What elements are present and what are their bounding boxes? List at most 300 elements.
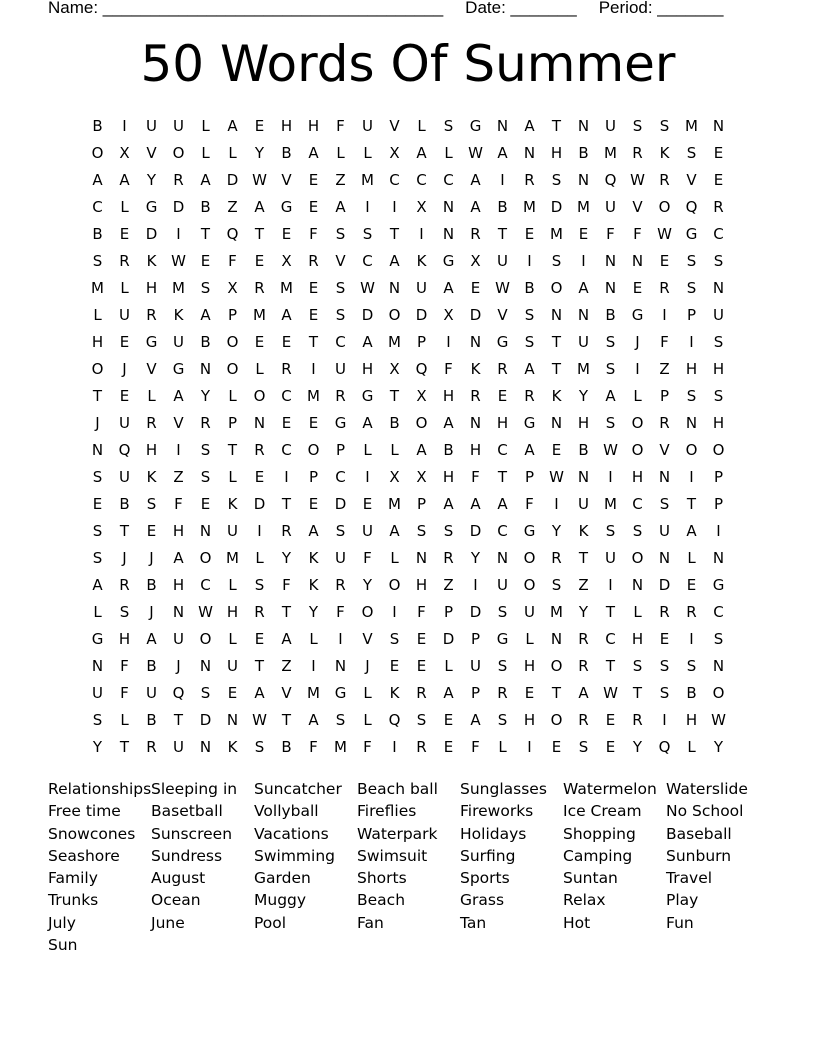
grid-letter[interactable]: H bbox=[496, 413, 509, 432]
grid-letter[interactable]: S bbox=[92, 521, 103, 540]
grid-letter[interactable]: E bbox=[146, 521, 157, 540]
grid-letter[interactable]: E bbox=[254, 467, 265, 486]
grid-letter[interactable]: G bbox=[145, 197, 158, 216]
grid-letter[interactable]: G bbox=[496, 629, 509, 648]
grid-letter[interactable]: I bbox=[338, 629, 343, 648]
grid-letter[interactable]: L bbox=[498, 737, 507, 756]
grid-letter[interactable]: H bbox=[631, 629, 644, 648]
grid-letter[interactable]: E bbox=[119, 386, 130, 405]
grid-letter[interactable]: V bbox=[146, 359, 157, 378]
grid-letter[interactable]: F bbox=[174, 494, 183, 513]
grid-letter[interactable]: B bbox=[578, 143, 589, 162]
grid-letter[interactable]: L bbox=[417, 116, 426, 135]
grid-letter[interactable]: S bbox=[497, 602, 508, 621]
grid-letter[interactable]: V bbox=[632, 197, 643, 216]
grid-letter[interactable]: G bbox=[172, 359, 185, 378]
grid-letter[interactable]: F bbox=[417, 602, 426, 621]
grid-letter[interactable]: E bbox=[551, 440, 562, 459]
grid-letter[interactable]: E bbox=[281, 413, 292, 432]
grid-letter[interactable]: H bbox=[280, 116, 293, 135]
grid-letter[interactable]: S bbox=[551, 251, 562, 270]
grid-letter[interactable]: P bbox=[227, 413, 238, 432]
grid-letter[interactable]: U bbox=[578, 332, 589, 351]
grid-letter[interactable]: A bbox=[686, 521, 697, 540]
grid-letter[interactable]: I bbox=[635, 359, 640, 378]
grid-letter[interactable]: N bbox=[172, 602, 185, 621]
grid-letter[interactable]: G bbox=[91, 629, 104, 648]
grid-letter[interactable]: L bbox=[363, 710, 372, 729]
grid-letter[interactable]: N bbox=[658, 467, 671, 486]
grid-letter[interactable]: L bbox=[93, 305, 102, 324]
grid-letter[interactable]: R bbox=[497, 359, 508, 378]
grid-letter[interactable]: R bbox=[659, 602, 670, 621]
grid-letter[interactable]: L bbox=[228, 467, 237, 486]
grid-letter[interactable]: T bbox=[281, 494, 292, 513]
grid-letter[interactable]: L bbox=[147, 386, 156, 405]
grid-letter[interactable]: P bbox=[416, 494, 427, 513]
grid-letter[interactable]: R bbox=[146, 305, 157, 324]
grid-letter[interactable]: A bbox=[524, 440, 535, 459]
grid-letter[interactable]: A bbox=[443, 494, 454, 513]
grid-letter[interactable]: R bbox=[254, 440, 265, 459]
grid-letter[interactable]: R bbox=[713, 197, 724, 216]
grid-letter[interactable]: R bbox=[335, 386, 346, 405]
grid-letter[interactable]: R bbox=[416, 683, 427, 702]
grid-letter[interactable]: N bbox=[199, 521, 212, 540]
grid-letter[interactable]: X bbox=[281, 251, 292, 270]
grid-letter[interactable]: S bbox=[254, 737, 265, 756]
grid-letter[interactable]: B bbox=[578, 440, 589, 459]
grid-letter[interactable]: G bbox=[631, 305, 644, 324]
grid-letter[interactable]: Z bbox=[659, 359, 670, 378]
grid-letter[interactable]: J bbox=[149, 602, 154, 621]
grid-letter[interactable]: E bbox=[308, 278, 319, 297]
name-field[interactable]: Name: ____________________________________ bbox=[48, 0, 444, 17]
grid-letter[interactable]: S bbox=[497, 710, 508, 729]
grid-letter[interactable]: Q bbox=[685, 197, 698, 216]
grid-letter[interactable]: O bbox=[712, 683, 725, 702]
grid-letter[interactable]: A bbox=[497, 494, 508, 513]
grid-letter[interactable]: E bbox=[254, 251, 265, 270]
grid-letter[interactable]: S bbox=[551, 575, 562, 594]
grid-letter[interactable]: U bbox=[497, 575, 508, 594]
grid-letter[interactable]: T bbox=[551, 332, 562, 351]
grid-letter[interactable]: E bbox=[659, 251, 670, 270]
grid-letter[interactable]: U bbox=[173, 116, 184, 135]
grid-letter[interactable]: E bbox=[281, 332, 292, 351]
grid-letter[interactable]: U bbox=[335, 548, 346, 567]
grid-letter[interactable]: X bbox=[389, 467, 400, 486]
grid-letter[interactable]: G bbox=[442, 251, 455, 270]
grid-letter[interactable]: F bbox=[633, 224, 642, 243]
grid-letter[interactable]: L bbox=[336, 143, 345, 162]
grid-letter[interactable]: N bbox=[388, 278, 401, 297]
grid-letter[interactable]: N bbox=[91, 440, 104, 459]
grid-letter[interactable]: M bbox=[577, 197, 590, 216]
grid-letter[interactable]: T bbox=[578, 548, 589, 567]
grid-letter[interactable]: R bbox=[578, 656, 589, 675]
grid-letter[interactable]: B bbox=[389, 413, 400, 432]
grid-letter[interactable]: U bbox=[146, 116, 157, 135]
grid-letter[interactable]: O bbox=[712, 440, 725, 459]
grid-letter[interactable]: N bbox=[334, 656, 347, 675]
grid-letter[interactable]: L bbox=[228, 575, 237, 594]
grid-letter[interactable]: I bbox=[176, 224, 181, 243]
grid-letter[interactable]: I bbox=[608, 575, 613, 594]
grid-letter[interactable]: A bbox=[416, 440, 427, 459]
grid-letter[interactable]: A bbox=[146, 629, 157, 648]
grid-letter[interactable]: W bbox=[252, 710, 267, 729]
grid-letter[interactable]: T bbox=[389, 224, 400, 243]
grid-letter[interactable]: T bbox=[308, 332, 319, 351]
grid-letter[interactable]: N bbox=[469, 332, 482, 351]
grid-letter[interactable]: Z bbox=[173, 467, 184, 486]
grid-letter[interactable]: O bbox=[226, 332, 239, 351]
grid-letter[interactable]: S bbox=[335, 521, 346, 540]
grid-letter[interactable]: G bbox=[712, 575, 725, 594]
grid-letter[interactable]: E bbox=[119, 332, 130, 351]
grid-letter[interactable]: S bbox=[389, 629, 400, 648]
grid-letter[interactable]: U bbox=[227, 521, 238, 540]
grid-letter[interactable]: O bbox=[91, 143, 104, 162]
grid-letter[interactable]: T bbox=[254, 224, 265, 243]
grid-letter[interactable]: S bbox=[254, 575, 265, 594]
grid-letter[interactable]: N bbox=[631, 575, 644, 594]
grid-letter[interactable]: S bbox=[416, 521, 427, 540]
grid-letter[interactable]: Q bbox=[658, 737, 671, 756]
grid-letter[interactable]: O bbox=[550, 656, 563, 675]
grid-letter[interactable]: S bbox=[632, 656, 643, 675]
grid-letter[interactable]: M bbox=[307, 386, 320, 405]
grid-letter[interactable]: U bbox=[524, 602, 535, 621]
grid-letter[interactable]: S bbox=[686, 656, 697, 675]
grid-letter[interactable]: H bbox=[631, 467, 644, 486]
grid-letter[interactable]: B bbox=[443, 440, 454, 459]
grid-letter[interactable]: O bbox=[388, 575, 401, 594]
grid-letter[interactable]: R bbox=[632, 143, 643, 162]
grid-letter[interactable]: R bbox=[524, 170, 535, 189]
grid-letter[interactable]: F bbox=[282, 575, 291, 594]
grid-letter[interactable]: Q bbox=[388, 710, 401, 729]
grid-letter[interactable]: O bbox=[307, 440, 320, 459]
grid-letter[interactable]: U bbox=[173, 332, 184, 351]
grid-letter[interactable]: I bbox=[446, 332, 451, 351]
grid-letter[interactable]: T bbox=[686, 494, 697, 513]
grid-letter[interactable]: O bbox=[91, 359, 104, 378]
grid-letter[interactable]: A bbox=[173, 386, 184, 405]
grid-letter[interactable]: L bbox=[255, 359, 264, 378]
grid-letter[interactable]: T bbox=[281, 602, 292, 621]
grid-letter[interactable]: D bbox=[442, 629, 455, 648]
grid-letter[interactable]: H bbox=[685, 710, 698, 729]
grid-letter[interactable]: U bbox=[92, 683, 103, 702]
grid-letter[interactable]: W bbox=[495, 278, 510, 297]
grid-letter[interactable]: M bbox=[91, 278, 104, 297]
grid-letter[interactable]: U bbox=[362, 521, 373, 540]
grid-letter[interactable]: S bbox=[335, 305, 346, 324]
grid-letter[interactable]: O bbox=[550, 710, 563, 729]
grid-letter[interactable]: A bbox=[308, 521, 319, 540]
grid-letter[interactable]: C bbox=[497, 440, 508, 459]
grid-letter[interactable]: S bbox=[92, 467, 103, 486]
grid-letter[interactable]: X bbox=[470, 251, 481, 270]
grid-letter[interactable]: E bbox=[308, 170, 319, 189]
grid-letter[interactable]: U bbox=[605, 116, 616, 135]
grid-letter[interactable]: I bbox=[284, 467, 289, 486]
grid-letter[interactable]: E bbox=[254, 332, 265, 351]
grid-letter[interactable]: Q bbox=[172, 683, 185, 702]
grid-letter[interactable]: L bbox=[120, 278, 129, 297]
grid-letter[interactable]: S bbox=[632, 521, 643, 540]
grid-letter[interactable]: G bbox=[334, 683, 347, 702]
grid-letter[interactable]: M bbox=[550, 224, 563, 243]
grid-letter[interactable]: C bbox=[713, 224, 724, 243]
grid-letter[interactable]: Z bbox=[227, 197, 238, 216]
grid-letter[interactable]: A bbox=[173, 548, 184, 567]
grid-letter[interactable]: P bbox=[659, 386, 670, 405]
grid-letter[interactable]: E bbox=[254, 629, 265, 648]
grid-letter[interactable]: A bbox=[605, 386, 616, 405]
grid-letter[interactable]: E bbox=[227, 683, 238, 702]
grid-letter[interactable]: I bbox=[311, 656, 316, 675]
grid-letter[interactable]: I bbox=[608, 467, 613, 486]
grid-letter[interactable]: D bbox=[658, 575, 671, 594]
grid-letter[interactable]: J bbox=[176, 656, 181, 675]
grid-letter[interactable]: E bbox=[416, 629, 427, 648]
grid-letter[interactable]: B bbox=[119, 494, 130, 513]
grid-letter[interactable]: U bbox=[497, 251, 508, 270]
grid-letter[interactable]: E bbox=[443, 710, 454, 729]
grid-letter[interactable]: H bbox=[145, 278, 158, 297]
grid-letter[interactable]: X bbox=[389, 359, 400, 378]
grid-letter[interactable]: D bbox=[253, 494, 266, 513]
grid-letter[interactable]: W bbox=[468, 143, 483, 162]
grid-letter[interactable]: W bbox=[171, 251, 186, 270]
grid-letter[interactable]: S bbox=[335, 224, 346, 243]
grid-letter[interactable]: S bbox=[92, 710, 103, 729]
grid-letter[interactable]: P bbox=[416, 332, 427, 351]
grid-letter[interactable]: A bbox=[308, 143, 319, 162]
grid-letter[interactable]: I bbox=[689, 332, 694, 351]
grid-letter[interactable]: D bbox=[145, 224, 158, 243]
grid-letter[interactable]: A bbox=[470, 197, 481, 216]
grid-letter[interactable]: S bbox=[146, 494, 157, 513]
grid-letter[interactable]: M bbox=[604, 143, 617, 162]
grid-letter[interactable]: H bbox=[118, 629, 131, 648]
grid-letter[interactable]: U bbox=[173, 629, 184, 648]
grid-letter[interactable]: A bbox=[578, 278, 589, 297]
grid-letter[interactable]: A bbox=[389, 521, 400, 540]
grid-letter[interactable]: B bbox=[92, 224, 103, 243]
grid-letter[interactable]: B bbox=[200, 197, 211, 216]
grid-letter[interactable]: F bbox=[471, 467, 480, 486]
grid-letter[interactable]: I bbox=[527, 737, 532, 756]
grid-letter[interactable]: M bbox=[253, 305, 266, 324]
date-field[interactable]: Date: _______ bbox=[465, 0, 577, 17]
grid-letter[interactable]: T bbox=[281, 710, 292, 729]
grid-letter[interactable]: O bbox=[658, 197, 671, 216]
grid-letter[interactable]: S bbox=[659, 683, 670, 702]
grid-letter[interactable]: H bbox=[577, 413, 590, 432]
grid-letter[interactable]: C bbox=[416, 170, 427, 189]
grid-letter[interactable]: O bbox=[631, 440, 644, 459]
grid-letter[interactable]: L bbox=[228, 143, 237, 162]
grid-letter[interactable]: N bbox=[550, 413, 563, 432]
grid-letter[interactable]: D bbox=[415, 305, 428, 324]
grid-letter[interactable]: S bbox=[497, 656, 508, 675]
grid-letter[interactable]: K bbox=[308, 548, 319, 567]
grid-letter[interactable]: A bbox=[92, 575, 103, 594]
grid-letter[interactable]: Y bbox=[578, 386, 589, 405]
grid-letter[interactable]: B bbox=[605, 305, 616, 324]
grid-letter[interactable]: L bbox=[120, 197, 129, 216]
grid-letter[interactable]: P bbox=[227, 305, 238, 324]
grid-letter[interactable]: V bbox=[389, 116, 400, 135]
grid-letter[interactable]: S bbox=[605, 413, 616, 432]
grid-letter[interactable]: N bbox=[712, 278, 725, 297]
grid-letter[interactable]: C bbox=[335, 467, 346, 486]
grid-letter[interactable]: A bbox=[335, 197, 346, 216]
grid-letter[interactable]: R bbox=[146, 737, 157, 756]
grid-letter[interactable]: R bbox=[470, 386, 481, 405]
grid-letter[interactable]: K bbox=[416, 251, 427, 270]
grid-letter[interactable]: E bbox=[713, 143, 724, 162]
grid-letter[interactable]: V bbox=[659, 440, 670, 459]
grid-letter[interactable]: E bbox=[92, 494, 103, 513]
grid-letter[interactable]: K bbox=[470, 359, 481, 378]
grid-letter[interactable]: R bbox=[632, 710, 643, 729]
grid-letter[interactable]: I bbox=[662, 305, 667, 324]
grid-letter[interactable]: P bbox=[443, 602, 454, 621]
grid-letter[interactable]: N bbox=[712, 548, 725, 567]
grid-letter[interactable]: N bbox=[577, 467, 590, 486]
grid-letter[interactable]: S bbox=[632, 116, 643, 135]
grid-letter[interactable]: W bbox=[711, 710, 726, 729]
grid-letter[interactable]: B bbox=[146, 656, 157, 675]
grid-letter[interactable]: P bbox=[470, 683, 481, 702]
grid-letter[interactable]: A bbox=[200, 170, 211, 189]
grid-letter[interactable]: H bbox=[415, 575, 428, 594]
grid-letter[interactable]: F bbox=[444, 359, 453, 378]
grid-letter[interactable]: K bbox=[146, 251, 157, 270]
grid-letter[interactable]: O bbox=[388, 305, 401, 324]
grid-letter[interactable]: N bbox=[577, 116, 590, 135]
grid-letter[interactable]: S bbox=[92, 251, 103, 270]
grid-letter[interactable]: C bbox=[281, 386, 292, 405]
grid-letter[interactable]: N bbox=[199, 656, 212, 675]
grid-letter[interactable]: I bbox=[176, 440, 181, 459]
grid-letter[interactable]: K bbox=[659, 143, 670, 162]
grid-letter[interactable]: X bbox=[416, 467, 427, 486]
grid-letter[interactable]: E bbox=[308, 494, 319, 513]
grid-letter[interactable]: S bbox=[605, 521, 616, 540]
grid-letter[interactable]: D bbox=[334, 494, 347, 513]
grid-letter[interactable]: F bbox=[336, 602, 345, 621]
grid-letter[interactable]: L bbox=[255, 548, 264, 567]
grid-letter[interactable]: A bbox=[281, 629, 292, 648]
grid-letter[interactable]: R bbox=[281, 359, 292, 378]
grid-letter[interactable]: D bbox=[361, 305, 374, 324]
grid-letter[interactable]: R bbox=[497, 683, 508, 702]
grid-letter[interactable]: L bbox=[309, 629, 318, 648]
grid-letter[interactable]: R bbox=[578, 629, 589, 648]
grid-letter[interactable]: M bbox=[685, 116, 698, 135]
grid-letter[interactable]: H bbox=[712, 359, 725, 378]
grid-letter[interactable]: E bbox=[605, 710, 616, 729]
grid-letter[interactable]: O bbox=[631, 413, 644, 432]
grid-letter[interactable]: T bbox=[119, 521, 130, 540]
grid-letter[interactable]: E bbox=[713, 170, 724, 189]
grid-letter[interactable]: W bbox=[603, 683, 618, 702]
grid-letter[interactable]: Y bbox=[200, 386, 211, 405]
grid-letter[interactable]: R bbox=[254, 602, 265, 621]
grid-letter[interactable]: N bbox=[415, 548, 428, 567]
grid-letter[interactable]: D bbox=[172, 197, 185, 216]
grid-letter[interactable]: A bbox=[119, 170, 130, 189]
grid-letter[interactable]: K bbox=[389, 683, 400, 702]
grid-letter[interactable]: S bbox=[686, 143, 697, 162]
grid-letter[interactable]: E bbox=[308, 413, 319, 432]
grid-letter[interactable]: S bbox=[578, 737, 589, 756]
grid-letter[interactable]: Y bbox=[713, 737, 724, 756]
grid-letter[interactable]: L bbox=[120, 710, 129, 729]
grid-letter[interactable]: J bbox=[149, 548, 154, 567]
grid-letter[interactable]: U bbox=[335, 359, 346, 378]
grid-letter[interactable]: H bbox=[145, 440, 158, 459]
grid-letter[interactable]: C bbox=[443, 170, 454, 189]
grid-letter[interactable]: U bbox=[659, 521, 670, 540]
grid-letter[interactable]: V bbox=[686, 170, 697, 189]
grid-letter[interactable]: G bbox=[685, 224, 698, 243]
grid-letter[interactable]: S bbox=[605, 359, 616, 378]
grid-letter[interactable]: S bbox=[659, 656, 670, 675]
grid-letter[interactable]: O bbox=[685, 440, 698, 459]
grid-letter[interactable]: W bbox=[549, 467, 564, 486]
grid-letter[interactable]: A bbox=[578, 683, 589, 702]
grid-letter[interactable]: V bbox=[281, 170, 292, 189]
period-field[interactable]: Period: _______ bbox=[598, 0, 724, 17]
grid-letter[interactable]: C bbox=[92, 197, 103, 216]
grid-letter[interactable]: H bbox=[550, 143, 563, 162]
grid-letter[interactable]: S bbox=[713, 251, 724, 270]
grid-letter[interactable]: F bbox=[309, 224, 318, 243]
grid-letter[interactable]: Q bbox=[604, 170, 617, 189]
grid-letter[interactable]: E bbox=[200, 494, 211, 513]
grid-letter[interactable]: Q bbox=[226, 224, 239, 243]
grid-letter[interactable]: W bbox=[198, 602, 213, 621]
grid-letter[interactable]: N bbox=[631, 251, 644, 270]
grid-letter[interactable]: T bbox=[497, 467, 508, 486]
grid-letter[interactable]: C bbox=[605, 629, 616, 648]
grid-letter[interactable]: L bbox=[633, 602, 642, 621]
grid-letter[interactable]: R bbox=[254, 278, 265, 297]
grid-letter[interactable]: X bbox=[227, 278, 238, 297]
grid-letter[interactable]: H bbox=[172, 575, 185, 594]
grid-letter[interactable]: F bbox=[471, 737, 480, 756]
grid-letter[interactable]: A bbox=[200, 305, 211, 324]
grid-letter[interactable]: A bbox=[443, 413, 454, 432]
grid-letter[interactable]: S bbox=[443, 521, 454, 540]
grid-letter[interactable]: T bbox=[389, 386, 400, 405]
grid-letter[interactable]: C bbox=[281, 440, 292, 459]
grid-letter[interactable]: L bbox=[363, 143, 372, 162]
grid-letter[interactable]: B bbox=[686, 683, 697, 702]
grid-letter[interactable]: L bbox=[363, 683, 372, 702]
grid-letter[interactable]: Y bbox=[146, 170, 157, 189]
grid-letter[interactable]: T bbox=[551, 116, 562, 135]
grid-letter[interactable]: E bbox=[362, 494, 373, 513]
grid-letter[interactable]: R bbox=[524, 386, 535, 405]
